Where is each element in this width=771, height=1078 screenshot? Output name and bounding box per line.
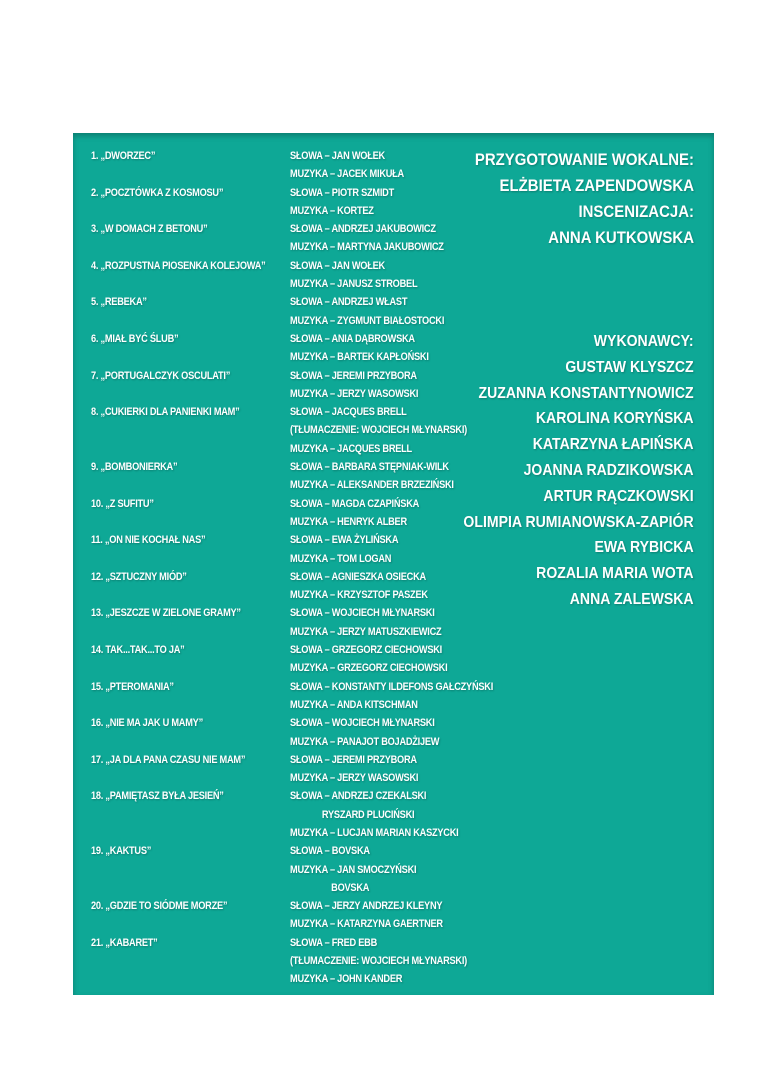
song-title: 5. „REBEKA” bbox=[91, 296, 147, 309]
credit-line: SŁOWA – GRZEGORZ CIECHOWSKI bbox=[290, 644, 443, 657]
credit-line: SŁOWA – FRED EBB bbox=[290, 936, 378, 949]
song-title: 7. „PORTUGALCZYK OSCULATI” bbox=[91, 369, 231, 382]
credit-line: SŁOWA – EWA ŻYLIŃSKA bbox=[290, 534, 399, 547]
song-credits bbox=[290, 147, 426, 184]
song-title: 2. „POCZTÓWKA Z KOSMOSU” bbox=[91, 186, 224, 199]
credit-line: MUZYKA – JERZY MATUSZKIEWICZ bbox=[290, 625, 442, 638]
song-row bbox=[91, 842, 532, 897]
credit-line: (TŁUMACZENIE: WOJCIECH MŁYNARSKI) bbox=[290, 955, 467, 968]
credit-line: MUZYKA – JERZY WASOWSKI bbox=[290, 387, 419, 400]
song-credits bbox=[290, 495, 444, 532]
credit-line: SŁOWA – JAN WOŁEK bbox=[290, 150, 385, 162]
song-credits bbox=[290, 678, 532, 715]
credit-line: MUZYKA – MARTYNA JAKUBOWICZ bbox=[290, 241, 444, 254]
song-title: 14. TAK...TAK...TO JA” bbox=[91, 644, 185, 657]
credit-line: SŁOWA – ANDRZEJ JAKUBOWICZ bbox=[290, 223, 436, 236]
performers-list bbox=[432, 329, 694, 613]
song-title: 21. „KABARET” bbox=[91, 936, 158, 949]
credit-line: SŁOWA – MAGDA CZAPIŃSKA bbox=[290, 497, 420, 510]
credit-line: MUZYKA – GRZEGORZ CIECHOWSKI bbox=[290, 662, 448, 675]
credit-line: MUZYKA – BARTEK KAPŁOŃSKI bbox=[290, 351, 429, 364]
song-credits bbox=[290, 787, 491, 842]
song-row bbox=[91, 934, 532, 989]
credit-line: MUZYKA – JAN SMOCZYŃSKI bbox=[290, 863, 417, 876]
credit-line: MUZYKA – JANUSZ STROBEL bbox=[290, 278, 418, 291]
credit-line: SŁOWA – JEREMI PRZYBORA bbox=[290, 369, 417, 382]
song-title: 6. „MIAŁ BYĆ ŚLUB” bbox=[91, 332, 179, 345]
credit-line: (TŁUMACZENIE: WOJCIECH MŁYNARSKI) bbox=[290, 424, 467, 437]
song-row bbox=[91, 293, 532, 330]
song-title: 1. „DWORZEC” bbox=[91, 150, 156, 162]
credit-line: SŁOWA – BARBARA STĘPNIAK-WILK bbox=[290, 461, 449, 474]
credit-line: SŁOWA – WOJCIECH MŁYNARSKI bbox=[290, 717, 435, 730]
performer-name: KAROLINA KORYŃSKA bbox=[536, 410, 694, 428]
performers-heading: WYKONAWCY: bbox=[594, 333, 694, 350]
song-title: 8. „CUKIERKI DLA PANIENKI MAM” bbox=[91, 406, 240, 419]
performer-name: EWA RYBICKA bbox=[594, 539, 694, 557]
performer-name: ROZALIA MARIA WOTA bbox=[536, 565, 694, 583]
performer-name: ARTUR RĄCZKOWSKI bbox=[543, 487, 694, 505]
song-title: 20. „GDZIE TO SIÓDME MORZE” bbox=[91, 900, 228, 913]
credit-line: SŁOWA – JAN WOŁEK bbox=[290, 259, 385, 272]
song-title: 11. „ON NIE KOCHAŁ NAS” bbox=[91, 534, 206, 547]
song-title: 12. „SZTUCZNY MIÓD” bbox=[91, 570, 187, 583]
credit-line: MUZYKA – TOM LOGAN bbox=[290, 552, 392, 565]
credit-line: MUZYKA – JERZY WASOWSKI bbox=[290, 772, 419, 785]
song-credits bbox=[290, 257, 442, 294]
song-title: 3. „W DOMACH Z BETONU” bbox=[91, 223, 208, 236]
credit-line: MUZYKA – ANDA KITSCHMAN bbox=[290, 698, 418, 711]
staging-name: ANNA KUTKOWSKA bbox=[548, 228, 694, 247]
vocal-credits bbox=[445, 147, 694, 251]
credit-line: MUZYKA – ALEKSANDER BRZEZIŃSKI bbox=[290, 479, 454, 492]
performer-name: OLIMPIA RUMIANOWSKA-ZAPIÓR bbox=[463, 513, 694, 531]
credit-line: MUZYKA – ZYGMUNT BIAŁOSTOCKI bbox=[290, 314, 445, 327]
credit-line: BOVSKA bbox=[331, 881, 370, 894]
song-credits bbox=[290, 330, 455, 367]
credit-line: SŁOWA – BOVSKA bbox=[290, 845, 370, 858]
song-title: 15. „PTEROMANIA” bbox=[91, 680, 174, 693]
performer-name: ANNA ZALEWSKA bbox=[570, 590, 694, 608]
credit-line: MUZYKA – HENRYK ALBER bbox=[290, 515, 407, 528]
song-title: 17. „JA DLA PANA CZASU NIE MAM” bbox=[91, 753, 246, 766]
song-row bbox=[91, 678, 532, 715]
song-row bbox=[91, 897, 532, 934]
song-credits bbox=[290, 568, 454, 605]
program-panel bbox=[73, 133, 714, 995]
credit-line: MUZYKA – KATARZYNA GAERTNER bbox=[290, 918, 443, 931]
song-credits bbox=[290, 934, 501, 989]
credit-line: SŁOWA – WOJCIECH MŁYNARSKI bbox=[290, 607, 435, 620]
song-title: 13. „JESZCZE W ZIELONE GRAMY” bbox=[91, 607, 241, 620]
performer-name: JOANNA RADZIKOWSKA bbox=[523, 461, 694, 479]
song-credits bbox=[290, 184, 414, 221]
song-credits bbox=[290, 641, 477, 678]
credit-line: MUZYKA – JACQUES BRELL bbox=[290, 442, 412, 455]
credit-line: SŁOWA – JACQUES BRELL bbox=[290, 406, 407, 419]
song-title: 16. „NIE MA JAK U MAMY” bbox=[91, 717, 203, 730]
song-row bbox=[91, 751, 532, 788]
song-row bbox=[91, 641, 532, 678]
credit-line: MUZYKA – KORTEZ bbox=[290, 204, 374, 217]
performer-name: ZUZANNA KONSTANTYNOWICZ bbox=[478, 384, 694, 402]
credit-line: MUZYKA – KRZYSZTOF PASZEK bbox=[290, 589, 428, 602]
song-credits bbox=[290, 897, 472, 934]
song-row bbox=[91, 257, 532, 294]
credit-line: MUZYKA – PANAJOT BOJADŻIJEW bbox=[290, 735, 440, 748]
song-credits bbox=[290, 367, 443, 404]
credit-line: SŁOWA – PIOTR SZMIDT bbox=[290, 186, 394, 199]
credit-line: SŁOWA – ANDRZEJ WŁAST bbox=[290, 296, 408, 309]
song-credits bbox=[290, 293, 474, 330]
performer-name: KATARZYNA ŁAPIŃSKA bbox=[533, 436, 694, 454]
credit-line: MUZYKA – LUCJAN MARIAN KASZYCKI bbox=[290, 826, 459, 839]
vocal-heading: PRZYGOTOWANIE WOKALNE: bbox=[474, 150, 694, 169]
credit-line: SŁOWA – ANDRZEJ CZEKALSKI bbox=[290, 790, 427, 803]
staging-heading: INSCENIZACJA: bbox=[578, 202, 694, 221]
credit-line: SŁOWA – AGNIESZKA OSIECKA bbox=[290, 570, 426, 583]
credit-line: MUZYKA – JACEK MIKUŁA bbox=[290, 168, 404, 181]
vocal-name: ELŻBIETA ZAPENDOWSKA bbox=[499, 176, 694, 195]
credit-line: SŁOWA – ANIA DĄBROWSKA bbox=[290, 332, 415, 345]
song-title: 10. „Z SUFITU” bbox=[91, 497, 154, 510]
credit-line: SŁOWA – JEREMI PRZYBORA bbox=[290, 753, 417, 766]
song-credits bbox=[290, 714, 468, 751]
song-credits bbox=[290, 842, 440, 897]
song-row bbox=[91, 787, 532, 842]
credit-line: SŁOWA – KONSTANTY ILDEFONS GAŁCZYŃSKI bbox=[290, 680, 494, 693]
song-title: 4. „ROZPUSTNA PIOSENKA KOLEJOWA” bbox=[91, 259, 266, 272]
song-title: 18. „PAMIĘTASZ BYŁA JESIEŃ” bbox=[91, 790, 224, 803]
song-title: 19. „KAKTUS” bbox=[91, 845, 152, 858]
performer-name: GUSTAW KLYSZCZ bbox=[565, 358, 694, 376]
credit-line: RYSZARD PLUCIŃSKI bbox=[321, 808, 415, 821]
song-title: 9. „BOMBONIERKA” bbox=[91, 461, 178, 474]
credit-line: MUZYKA – JOHN KANDER bbox=[290, 973, 403, 986]
credit-line: SŁOWA – JERZY ANDRZEJ KLEYNY bbox=[290, 900, 443, 913]
song-credits bbox=[290, 751, 443, 788]
song-credits bbox=[290, 531, 419, 568]
song-row bbox=[91, 714, 532, 751]
